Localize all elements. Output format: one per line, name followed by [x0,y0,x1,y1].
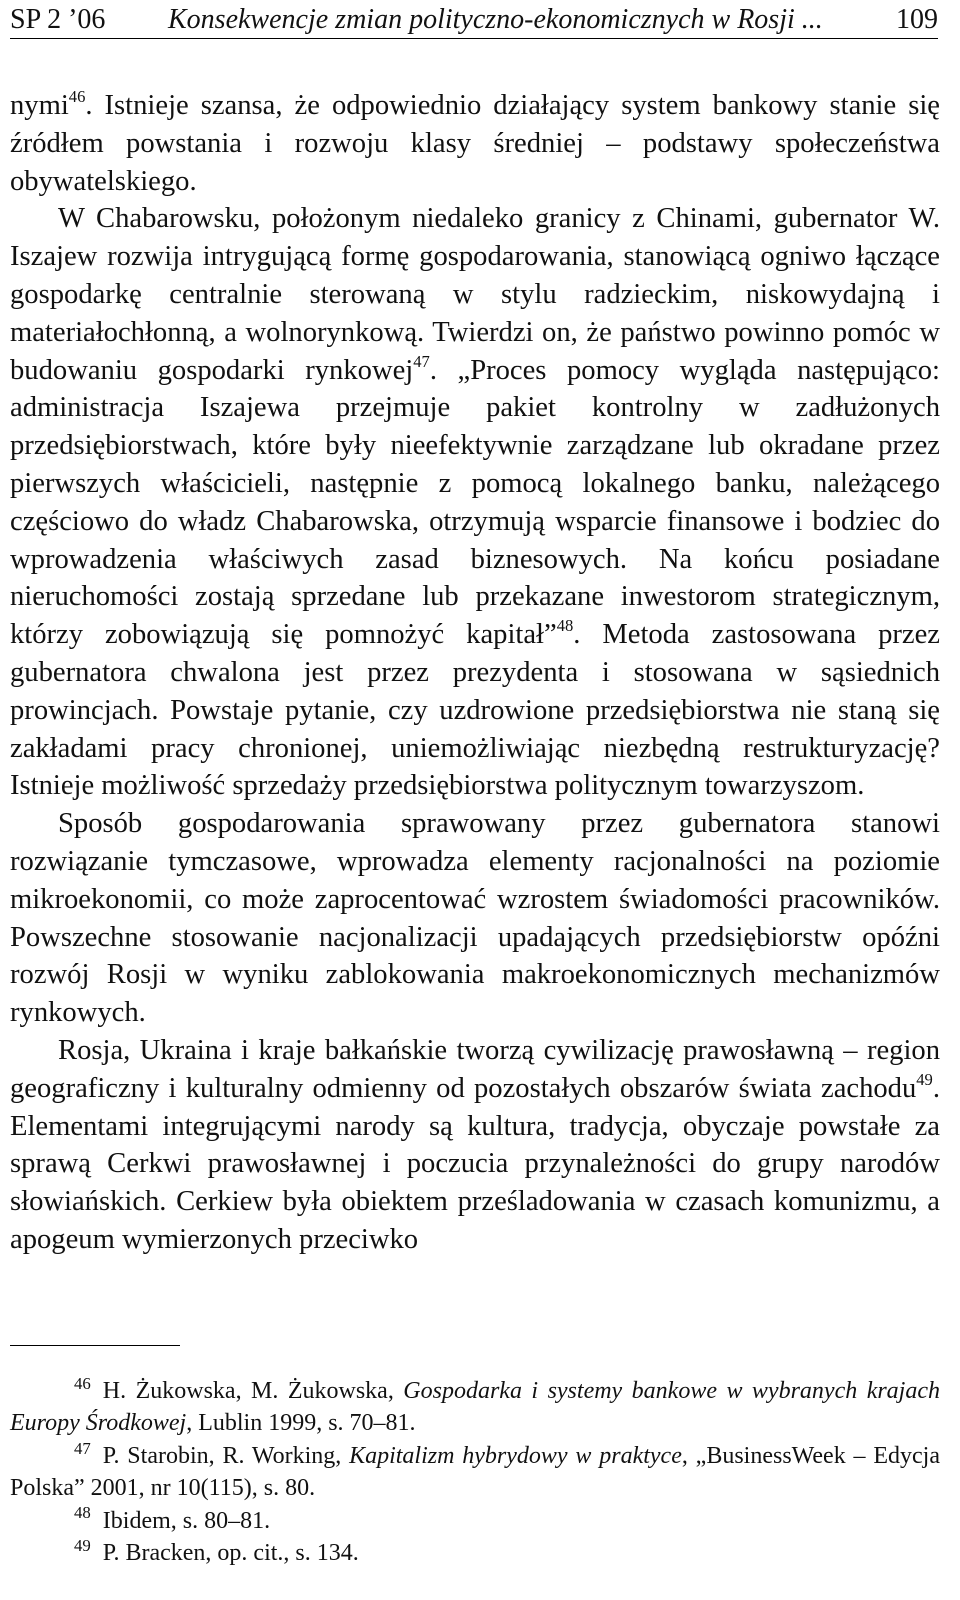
text-run: . Elementami integrującymi narody są kultura, tradycja, obyczaje powstałe za sprawą Cerkwi prawosławnej i poczucia przynależności do grupy narodów słowiańskich. Cerkiew była obiektem prześladowania w czasach komunizmu, a apogeum wymierzonych przeciwko [10,1072,940,1255]
paragraph-3: Sposób gospodarowania sprawowany przez gubernatora stanowi rozwiązanie tymczasowe, wprowadza elementy racjonalności na poziomie mikroekonomii, co może zaprocentować wzrostem świadomości pracowników. Powszechne stosowanie nacjonalizacji upadających przedsiębiorstw opóźni rozwój Rosji w wyniku zablokowania makroekonomicznych mechanizmów rynkowych. [10,808,940,1029]
footnote-49: 49 P. Bracken, op. cit., s. 134. [74,1535,359,1567]
footnote-title: Kapitalizm hybrydowy w praktyce [349,1442,682,1469]
journal-issue: SP 2 ’06 [10,4,106,35]
footnote-title: Gospodarka i systemy bankowe w wybranych krajach Europy Środkowej [10,1378,941,1437]
text-run: . „Proces pomocy wygląda następująco: administracja Iszajewa przejmuje pakiet kontrolny w zadłużonych przedsiębiorstwach, które były nieefektywnie zarządzane lub okradane przez pierwszych właścicieli, następnie z pomocą lokalnego banku, należącego częściowo do władz Chabarowska, otrzymują wsparcie finansowe i bodziec do wprowadzenia właściwych zasad biznesowych. Na końcu posiadane nieruchomości zostają sprzedane lub przekazane inwestorom strategicznym, którzy zobowiązują się pomnożyć kapitał” [10,354,940,651]
footnote-ref-49[interactable]: 49 [916,1069,933,1089]
running-title: Konsekwencje zmian polityczno-ekonomicznych w Rosji ... [168,4,823,35]
text-run: . Istnieje szansa, że odpowiednio działający system bankowy stanie się źródłem powstania i rozwoju klasy średniej – podstawy społeczeństwa obywatelskiego. [10,90,940,197]
footnote-46: 46 H. Żukowska, M. Żukowska, Gospodarka i systemy bankowe w wybranych krajach Europy Środkowej, Lublin 1999, s. 70–81. [10,1373,941,1437]
paragraph-4 [10,1032,940,1259]
paragraph-2 [10,200,940,805]
page-number: 109 [896,4,938,35]
text-run: . Metoda zastosowana przez gubernatora chwalona jest przez prezydenta i stosowana w sąsiednich prowincjach. Powstaje pytanie, czy uzdrowione przedsiębiorstwa nie staną się zakładami pracy chronionej, uniemożliwiając niezbędną restrukturyzację? Istnieje możliwość sprzedaży przedsiębiorstwa politycznym towarzyszom. [10,619,940,802]
footnotes [10,1375,940,1569]
footnote-separator [10,1345,180,1346]
footnote-text: P. Bracken, op. cit., s. 134. [102,1540,359,1567]
paragraph-1 [10,87,940,200]
footnote-text: H. Żukowska, M. Żukowska, [102,1378,404,1404]
text-run: nymi [10,90,69,121]
footnote-ref-46[interactable]: 46 [68,87,86,107]
text-run: W Chabarowsku, położonym niedaleko granicy z Chinami, gubernator W. Iszajew rozwija intrygującą formę gospodarowania, stanowiącą ogniwo łączące gospodarkę centralnie sterowaną w stylu radzieckim, niskowydajną i materiałochłonną, a wolnorynkową. Twierdzi on, że państwo powinno pomóc w budowaniu gospodarki rynkowej [10,203,940,386]
footnote-text: P. Starobin, R. Working, [102,1442,350,1469]
body-text [10,87,940,1259]
footnote-ref-48[interactable]: 48 [556,616,574,636]
footnote-text: , „BusinessWeek – Edycja Polska” 2001, nr 10(115), s. 80. [10,1442,940,1502]
page-header [10,2,938,39]
footnote-text: Ibidem, s. 80–81. [102,1507,271,1534]
footnote-48: 48 Ibidem, s. 80–81. [74,1503,271,1534]
text-run: Rosja, Ukraina i kraje bałkańskie tworzą cywilizację prawosławną – region geograficzny i kulturalny odmienny od pozostałych obszarów świata zachodu [10,1034,940,1104]
footnote-47: 47 P. Starobin, R. Working, Kapitalizm hybrydowy w praktyce, „BusinessWeek – Edycja Polska” 2001, nr 10(115), s. 80. [10,1438,940,1502]
footnote-text: , Lublin 1999, s. 70–81. [186,1410,416,1437]
footnote-ref-47[interactable]: 47 [413,351,430,371]
